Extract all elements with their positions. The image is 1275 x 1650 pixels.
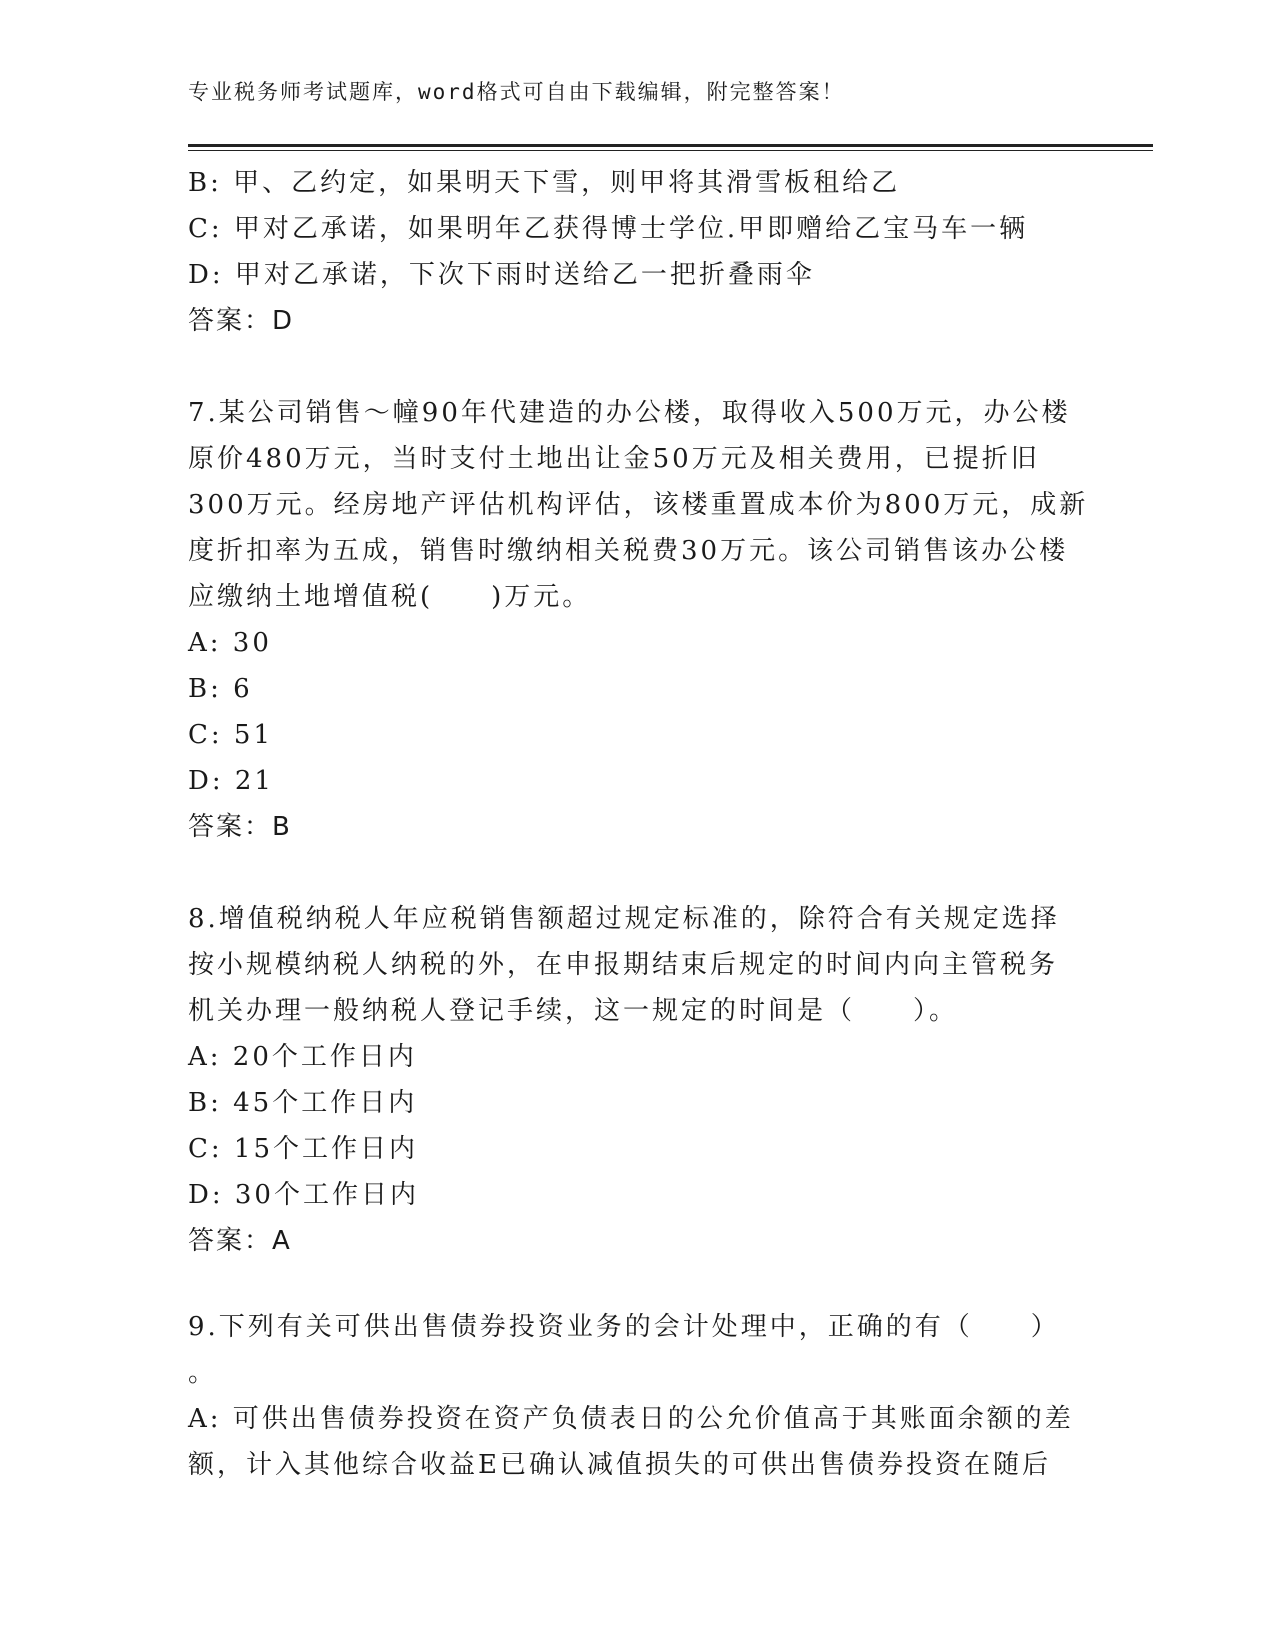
q8-option-d: D: 30个工作日内 (188, 1180, 419, 1210)
q7-option-b: B: 6 (188, 674, 253, 704)
q8-option-b: B: 45个工作日内 (188, 1088, 418, 1118)
q6-option-c: C: 甲对乙承诺，如果明年乙获得博士学位.甲即赠给乙宝马车一辆 (188, 214, 1029, 244)
q8-option-a: A: 20个工作日内 (188, 1042, 417, 1072)
q7-option-c: C: 51 (188, 720, 274, 750)
header-rule-thin (188, 150, 1153, 151)
q9-option-a-line-2: 额，计入其他综合收益E已确认减值损失的可供出售债券投资在随后 (188, 1450, 1051, 1480)
q7-option-d: D: 21 (188, 766, 274, 796)
q8-stem-line-2: 按小规模纳税人纳税的外，在申报期结束后规定的时间内向主管税务 (188, 950, 1059, 980)
q7-stem-line-4: 度折扣率为五成，销售时缴纳相关税费30万元。该公司销售该办公楼 (188, 536, 1069, 566)
q8-answer: 答案：A (188, 1226, 292, 1256)
q9-stem-line-1: 9.下列有关可供出售债券投资业务的会计处理中，正确的有（ ） (188, 1312, 1060, 1342)
q7-option-a: A: 30 (188, 628, 272, 658)
q6-answer: 答案：D (188, 306, 295, 336)
q8-stem-line-3: 机关办理一般纳税人登记手续，这一规定的时间是（ ）。 (188, 996, 959, 1026)
q7-answer: 答案：B (188, 812, 292, 842)
q7-stem-line-5: 应缴纳土地增值税( )万元。 (188, 582, 592, 612)
q7-stem-line-3: 300万元。经房地产评估机构评估，该楼重置成本价为800万元，成新 (188, 490, 1089, 520)
q7-stem-line-1: 7.某公司销售～幢90年代建造的办公楼，取得收入500万元，办公楼 (188, 398, 1071, 428)
q9-option-a-line-1: A: 可供出售债券投资在资产负债表日的公允价值高于其账面余额的差 (188, 1404, 1074, 1434)
q6-option-b: B: 甲、乙约定，如果明天下雪，则甲将其滑雪板租给乙 (188, 168, 901, 198)
q7-stem-line-2: 原价480万元，当时支付土地出让金50万元及相关费用，已提折旧 (188, 444, 1040, 474)
question-content (188, 160, 1088, 1488)
q6-option-d: D: 甲对乙承诺，下次下雨时送给乙一把折叠雨伞 (188, 260, 815, 290)
header-rule-thick (188, 144, 1153, 147)
page-header: 专业税务师考试题库，word格式可自由下载编辑，附完整答案！ (188, 80, 845, 104)
q8-option-c: C: 15个工作日内 (188, 1134, 419, 1164)
q8-stem-line-1: 8.增值税纳税人年应税销售额超过规定标准的，除符合有关规定选择 (188, 904, 1060, 934)
q9-stem-line-2: 。 (188, 1358, 218, 1388)
